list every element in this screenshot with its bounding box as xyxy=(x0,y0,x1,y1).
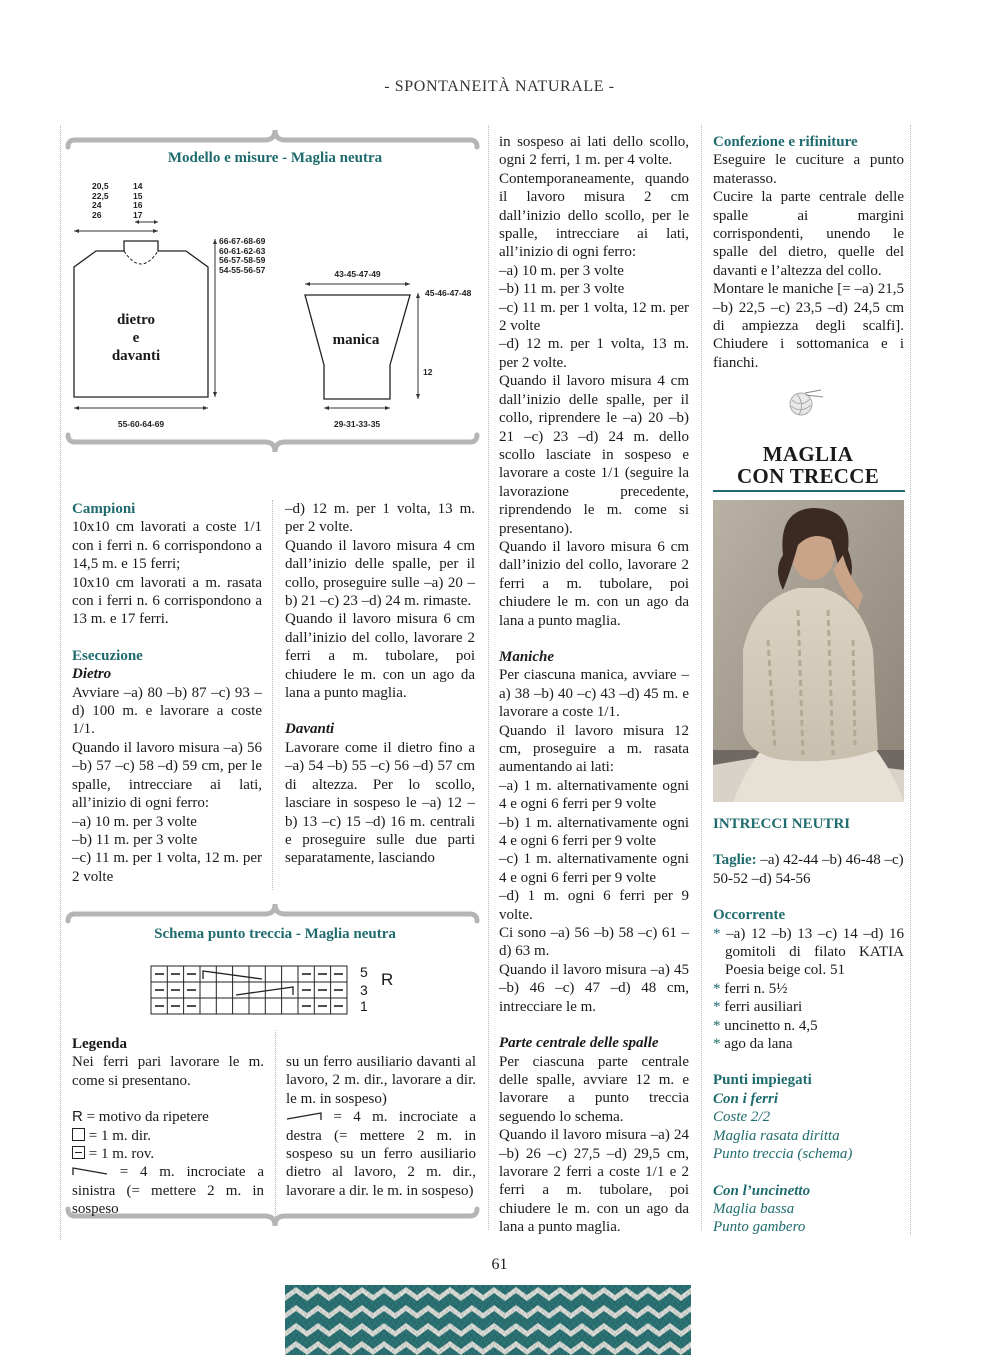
taglie: Taglie: –a) 42-44 –b) 46-48 –c) 50-52 –d) 54-56 xyxy=(713,852,904,887)
paragraph: –b) 1 m. alternativamente ogni 4 e ogni 6 ferri per 9 volte xyxy=(499,814,689,850)
cross-left-icon xyxy=(72,1166,108,1176)
paragraph: –d) 12 m. per 1 volta, 13 m. per 2 volte. xyxy=(285,501,475,536)
paragraph: Quando il lavoro misura 4 cm dall’inizio delle spalle, per il collo, proseguire sulle –a) 20 –b) 21 –c) 23 –d) 24 m. rimaste. xyxy=(285,537,475,610)
legenda-left xyxy=(72,1035,264,1219)
title-rule xyxy=(713,490,905,492)
page-header: - SPONTANEITÀ NATURALE - xyxy=(384,78,615,95)
subtitle: INTRECCI NEUTRI xyxy=(713,816,851,832)
knit-pattern-strip xyxy=(285,1285,691,1355)
paragraph: Quando il lavoro misura –a) 45 –b) 46 –c) 47 –d) 48 cm, intrecciare le m. xyxy=(499,961,689,1015)
scheme-diagram-title: Schema punto treccia - Maglia neutra xyxy=(154,926,396,942)
column-3 xyxy=(499,133,689,1237)
row-number-3: 3 xyxy=(360,982,368,998)
confezione-title: Confezione e rifiniture xyxy=(713,134,858,150)
legend-dir: = 1 m. dir. xyxy=(72,1127,264,1145)
legend-rov: = 1 m. rov. xyxy=(72,1145,264,1163)
list-item: Maglia rasata diritta xyxy=(713,1127,840,1144)
davanti-title: Davanti xyxy=(285,721,335,738)
model-photo xyxy=(713,500,904,802)
column-4 xyxy=(713,133,904,372)
paragraph: –a) 10 m. per 3 volte xyxy=(499,262,624,279)
list-item: * ferri n. 5½ xyxy=(713,980,788,997)
paragraph: Per ciascuna manica, avviare –a) 38 –b) 40 –c) 43 –d) 45 m. e lavorare a coste 1/1. xyxy=(499,667,689,721)
column-divider xyxy=(910,125,911,1235)
legend-cross-left: = 4 m. incrociate a sinistra (= mettere 2 m. in sospeso xyxy=(72,1164,264,1218)
row-number-5: 5 xyxy=(360,964,368,980)
dietro-title: Dietro xyxy=(72,666,112,683)
paragraph: Ci sono –a) 56 –b) 58 –c) 61 –d) 63 m. xyxy=(499,925,689,960)
sleeve-height-measure: 45-46-47-48 xyxy=(425,288,472,298)
neck-measure-a: 20,5 22,5 24 26 xyxy=(92,181,109,220)
paragraph: Eseguire le cuciture a punto materasso. xyxy=(713,152,904,187)
paragraph: Per ciascuna parte centrale delle spalle, avviare 12 m. e lavorare a punto treccia seguendo lo schema. xyxy=(499,1053,689,1125)
paragraph: Quando il lavoro misura –a) 56 –b) 57 –c) 58 –d) 59 cm, per le spalle, intrecciare ai lati, all’inizio di ogni ferro: xyxy=(72,739,262,812)
body-schematic xyxy=(60,175,480,435)
spalle-title: Parte centrale delle spalle xyxy=(499,1035,659,1052)
legenda-title: Legenda xyxy=(72,1036,128,1052)
paragraph: –d) 12 m. per 1 volta, 13 m. per 2 volte. xyxy=(499,336,689,371)
sleeve-top-measure: 43-45-47-49 xyxy=(334,269,381,279)
occorrente-title: Occorrente xyxy=(713,907,786,924)
paragraph: –b) 11 m. per 3 volte xyxy=(72,831,198,848)
paragraph: –a) 10 m. per 3 volte xyxy=(72,813,197,830)
section-title: MAGLIA CON TRECCE xyxy=(736,442,880,488)
maniche-title: Maniche xyxy=(499,648,555,665)
paragraph: –c) 11 m. per 1 volta, 12 m. per 2 volte xyxy=(72,850,262,885)
list-item: * ferri ausiliari xyxy=(713,999,803,1016)
body-label: dietro e davanti xyxy=(111,312,161,364)
esecuzione-title: Esecuzione xyxy=(72,647,143,664)
column-divider xyxy=(701,125,702,1230)
list-item: Punto gambero xyxy=(713,1219,806,1236)
paragraph: –c) 1 m. alternativamente ogni 4 e ogni 6 ferri per 9 volte xyxy=(499,851,689,886)
punti-title: Punti impiegati xyxy=(713,1072,812,1089)
page-number: 61 xyxy=(491,1256,508,1273)
legend-cross-right: = 4 m. incrociate a destra (= mettere 2 m. in sospeso su un ferro ausiliario dietro al lavoro, 2 m. dir., lavorare a dir. le m. in sospeso) xyxy=(286,1109,477,1199)
legenda-right: su un ferro ausiliario davanti al lavoro, 2 m. dir., lavorare a dir. le m. in sospeso) = 4 m. incrociate a destra (= mettere 2 m. in sospeso su un ferro ausiliario dietro al lavoro, 2 m. dir., lavorare a dir. le m. in sospeso) xyxy=(286,1054,477,1199)
campioni-title: Campioni xyxy=(72,501,136,517)
column-divider xyxy=(272,500,273,890)
paragraph: –d) 1 m. ogni 6 ferri per 9 volte. xyxy=(499,888,689,923)
paragraph: 10x10 cm lavorati a coste 1/1 con i ferri n. 6 corrispondono a 14,5 m. e 15 ferri; xyxy=(72,519,262,573)
body-width-measure: 55-60-64-69 xyxy=(117,419,165,429)
row-number-1: 1 xyxy=(360,998,368,1014)
paragraph: –b) 11 m. per 3 volte xyxy=(499,281,625,298)
uncinetto-title: Con l’uncinetto xyxy=(713,1182,811,1199)
empty-square-icon xyxy=(72,1128,85,1141)
paragraph: –a) 1 m. alternativamente ogni 4 e ogni 6 ferri per 9 volte xyxy=(499,777,689,813)
paragraph: Contemporaneamente, quando il lavoro misura 2 cm dall’inizio dello scollo, per le spalle, intrecciare ai lati, all’inizio di ogni ferro: xyxy=(499,170,689,261)
paragraph: Avviare –a) 80 –b) 87 –c) 93 –d) 100 m. e lavorare a coste 1/1. xyxy=(72,684,262,738)
paragraph: 10x10 cm lavorati a m. rasata con i ferri n. 6 corrispondono a 13 m. e 17 ferri. xyxy=(72,574,262,628)
list-item: * uncinetto n. 4,5 xyxy=(713,1017,818,1034)
list-item: Maglia bassa xyxy=(713,1200,795,1217)
neck-measure-b: 14 15 16 17 xyxy=(133,181,143,220)
dash-square-icon xyxy=(72,1146,85,1159)
list-item: * –a) 12 –b) 13 –c) 14 –d) 16 gomitoli di filato KATIA Poesia beige col. 51 xyxy=(713,925,905,979)
list-item: Coste 2/2 xyxy=(713,1109,771,1126)
paragraph: Quando il lavoro misura 4 cm dall’inizio delle spalle, per il collo, riprendere le –a) 20 –b) 21 –c) 23 –d) 24 m. dello scollo lasciate in sospeso e lavorare a coste 1/1 (seguire la lavorazione precedente, riprendendo le m. come si presentano). xyxy=(499,373,689,537)
body-height-measures: 66-67-68-69 60-61-62-63 56-57-58-59 54-55-56-57 xyxy=(219,236,266,275)
paragraph: Quando il lavoro misura 6 cm dall’inizio del collo, lavorare 2 ferri a m. tubolare, poi chiudere le m. con un ago da lana a punto maglia. xyxy=(499,538,689,629)
column-1 xyxy=(72,500,262,886)
ferri-title: Con i ferri xyxy=(713,1090,779,1107)
sleeve-cuff-measure: 12 xyxy=(423,367,433,377)
paragraph: Quando il lavoro misura 12 cm, proseguire a m. rasata aumentando ai lati: xyxy=(499,722,689,776)
paragraph: –c) 11 m. per 1 volta, 12 m. per 2 volte xyxy=(499,299,689,335)
paragraph: Nei ferri pari lavorare le m. come si presentano. xyxy=(72,1054,264,1089)
list-item: * ago da lana xyxy=(713,1036,793,1053)
legend-r: R = motivo da ripetere xyxy=(72,1108,209,1126)
sleeve-bottom-measure: 29-31-33-35 xyxy=(333,419,381,429)
repeat-mark: R xyxy=(381,970,394,989)
cross-right-icon xyxy=(286,1111,322,1121)
paragraph: Lavorare come il dietro fino a –a) 54 –b) 55 –c) 56 –d) 57 cm di altezza. Per lo scollo, lasciare in sospeso le –a) 12 –b) 13 –c) 15 –d) 16 m. centrali e proseguire sulle due parti separatamente, lasciando xyxy=(285,739,475,867)
paragraph: in sospeso ai lati dello scollo, ogni 2 ferri, 1 m. per 4 volte. xyxy=(499,134,689,169)
model-diagram-title: Modello e misure - Maglia neutra xyxy=(167,150,383,166)
column-4-lower xyxy=(713,815,904,1237)
paragraph: Montare le maniche [= –a) 21,5 –b) 22,5 –c) 23,5 –d) 24,5 cm di ampiezza degli scalfi]. Chiudere i sottomanica e i fianchi. xyxy=(713,281,904,371)
yarn-ball-icon xyxy=(785,388,825,418)
paragraph: Quando il lavoro misura –a) 24 –b) 26 –c) 27,5 –d) 29,5 cm, lavorare 2 ferri a coste 1/1 e 2 ferri a m. tubolare, poi chiudere le m. con un ago da lana a punto maglia. xyxy=(499,1127,689,1236)
paragraph: Cucire la parte centrale delle spalle ai margini corrispondenti, unendo le spalle del dietro, quelle del davanti e l’altezza del collo. xyxy=(713,189,904,279)
sleeve-label: manica xyxy=(332,332,380,348)
paragraph: Quando il lavoro misura 6 cm dall’inizio del collo, lavorare 2 ferri a m. tubolare, poi chiudere le m. con un ago da lana a punto maglia. xyxy=(285,611,475,702)
list-item: Punto treccia (schema) xyxy=(713,1146,853,1163)
column-2 xyxy=(285,500,475,868)
